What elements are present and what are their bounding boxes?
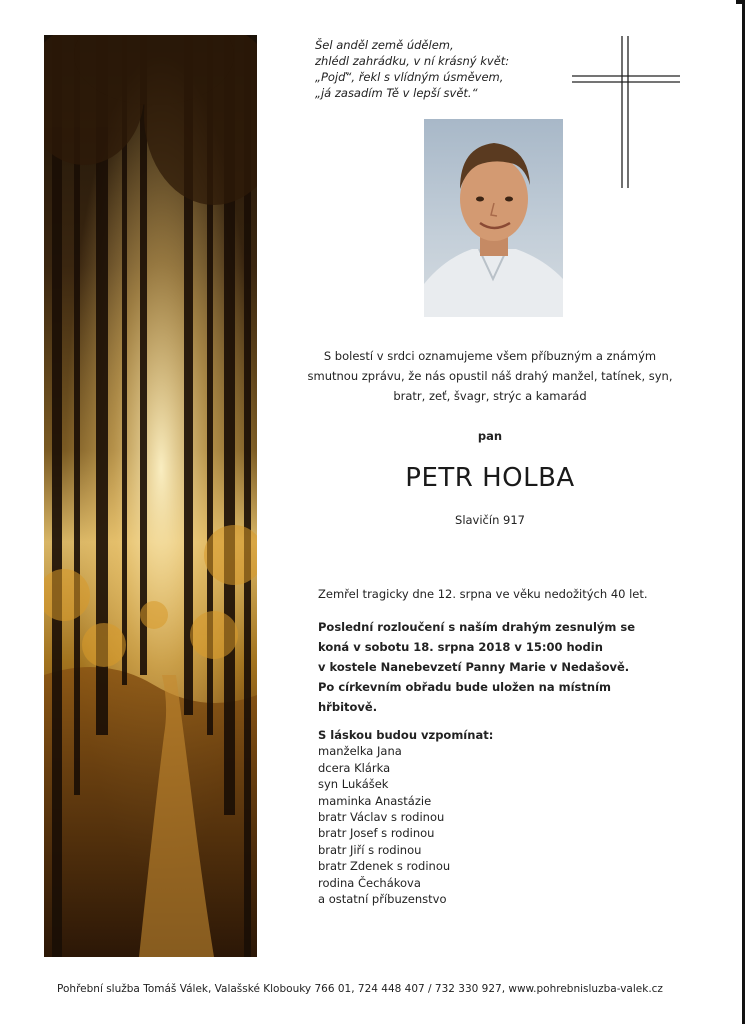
verse-line: Šel anděl země údělem,	[315, 38, 454, 52]
cross-icon	[572, 36, 680, 188]
funeral-info	[318, 617, 636, 717]
funeral-line: koná v sobotu 18. srpna 2018 v 15:00 hodin	[318, 640, 603, 654]
deceased-address: Slavičín 917	[455, 513, 525, 527]
verse	[315, 37, 565, 101]
announcement-line: S bolestí v srdci oznamujeme všem příbuzným a známým	[323, 349, 657, 363]
funeral-line: hřbitově.	[318, 700, 378, 714]
announcement-line: bratr, zeť, švagr, strýc a kamarád	[393, 389, 587, 403]
funeral-line: v kostele Nanebevzetí Panny Marie v Nedašově.	[318, 660, 630, 674]
verse-line: „já zasadím Tě v lepší svět.“	[315, 86, 478, 100]
announcement-line: smutnou zprávu, že nás opustil náš drahý manžel, tatínek, syn,	[307, 369, 673, 383]
honorific: pan	[477, 429, 503, 443]
mourners-list	[318, 727, 493, 907]
footer-funeral-service: Pohřební služba Tomáš Válek, Valašské Klobouky 766 01, 724 448 407 / 732 330 927, www.pohrebnisluzba-valek.cz	[57, 983, 663, 995]
verse-line: zhlédl zahrádku, v ní krásný květ:	[315, 54, 510, 68]
mourner: a ostatní příbuzenstvo	[318, 892, 447, 907]
mourner: bratr Jiří s rodinou	[318, 842, 422, 857]
mourner: dcera Klárka	[318, 760, 391, 775]
mourner: syn Lukášek	[318, 777, 389, 792]
announcement	[300, 346, 680, 406]
mourner: bratr Václav s rodinou	[318, 810, 445, 825]
mourners-heading: S láskou budou vzpomínat:	[318, 728, 494, 742]
mourner: manželka Jana	[318, 744, 402, 759]
funeral-line: Poslední rozloučení s naším drahým zesnulým se	[318, 620, 636, 634]
scan-edge-top	[736, 0, 745, 4]
death-notice: Zemřel tragicky dne 12. srpna ve věku nedožitých 40 let.	[318, 587, 648, 601]
portrait-photo	[424, 119, 563, 317]
verse-line: „Pojď“, řekl s vlídným úsměvem,	[315, 70, 504, 84]
funeral-line: Po církevním obřadu bude uložen na místním	[318, 680, 611, 694]
mourner: bratr Zdenek s rodinou	[318, 859, 451, 874]
mourner: maminka Anastázie	[318, 793, 432, 808]
mourner: rodina Čechákova	[318, 875, 421, 890]
forest-photo	[44, 35, 257, 957]
deceased-name: PETR HOLBA	[405, 463, 575, 493]
mourner: bratr Josef s rodinou	[318, 826, 435, 841]
